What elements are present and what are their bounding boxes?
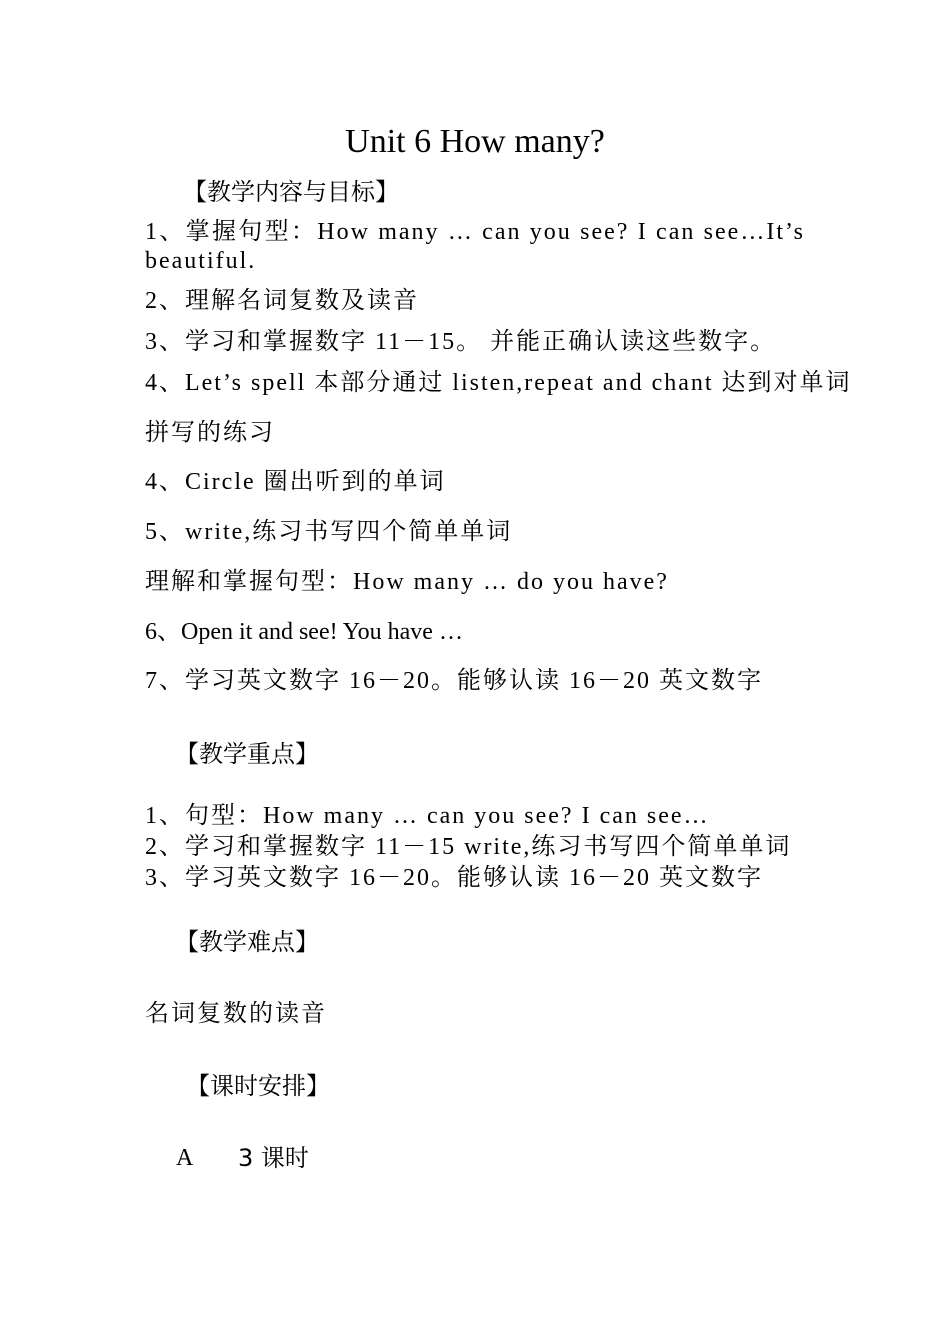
- objective-item-5: 4、Circle 圈出听到的单词: [145, 469, 446, 495]
- objective-item-1: 1、掌握句型：How many … can you see? I can see…It’s beautiful.: [145, 219, 805, 274]
- objective-item-4-continued: 拼写的练习: [145, 420, 275, 446]
- objective-item-2: 2、理解名词复数及读音: [145, 288, 419, 314]
- document-title: Unit 6 How many?: [345, 123, 605, 160]
- schedule-label: A: [176, 1145, 194, 1171]
- key-points-heading: 【教学重点】: [175, 740, 319, 768]
- objective-item-6: 5、write,练习书写四个简单单词: [145, 519, 513, 545]
- objectives-heading: 【教学内容与目标】: [183, 178, 399, 206]
- schedule-value: 3 课时: [238, 1144, 309, 1172]
- key-point-item-2: 2、学习和掌握数字 11－15 write,练习书写四个简单单词: [145, 834, 792, 860]
- objective-item-3: 3、学习和掌握数字 11－15。 并能正确认读这些数字。: [145, 329, 777, 355]
- objective-item-7: 理解和掌握句型：How many … do you have?: [145, 569, 669, 595]
- objective-item-4: 4、Let’s spell 本部分通过 listen,repeat and chant 达到对单词: [145, 370, 852, 396]
- objective-item-8: 6、Open it and see! You have …: [145, 619, 463, 645]
- key-point-item-3: 3、学习英文数字 16－20。能够认读 16－20 英文数字: [145, 865, 763, 891]
- difficulty-item-1: 名词复数的读音: [145, 1001, 327, 1027]
- difficulties-heading: 【教学难点】: [175, 928, 319, 956]
- objective-item-9: 7、学习英文数字 16－20。能够认读 16－20 英文数字: [145, 668, 763, 694]
- key-point-item-1: 1、句型：How many … can you see? I can see…: [145, 803, 710, 829]
- schedule-heading: 【课时安排】: [186, 1072, 330, 1100]
